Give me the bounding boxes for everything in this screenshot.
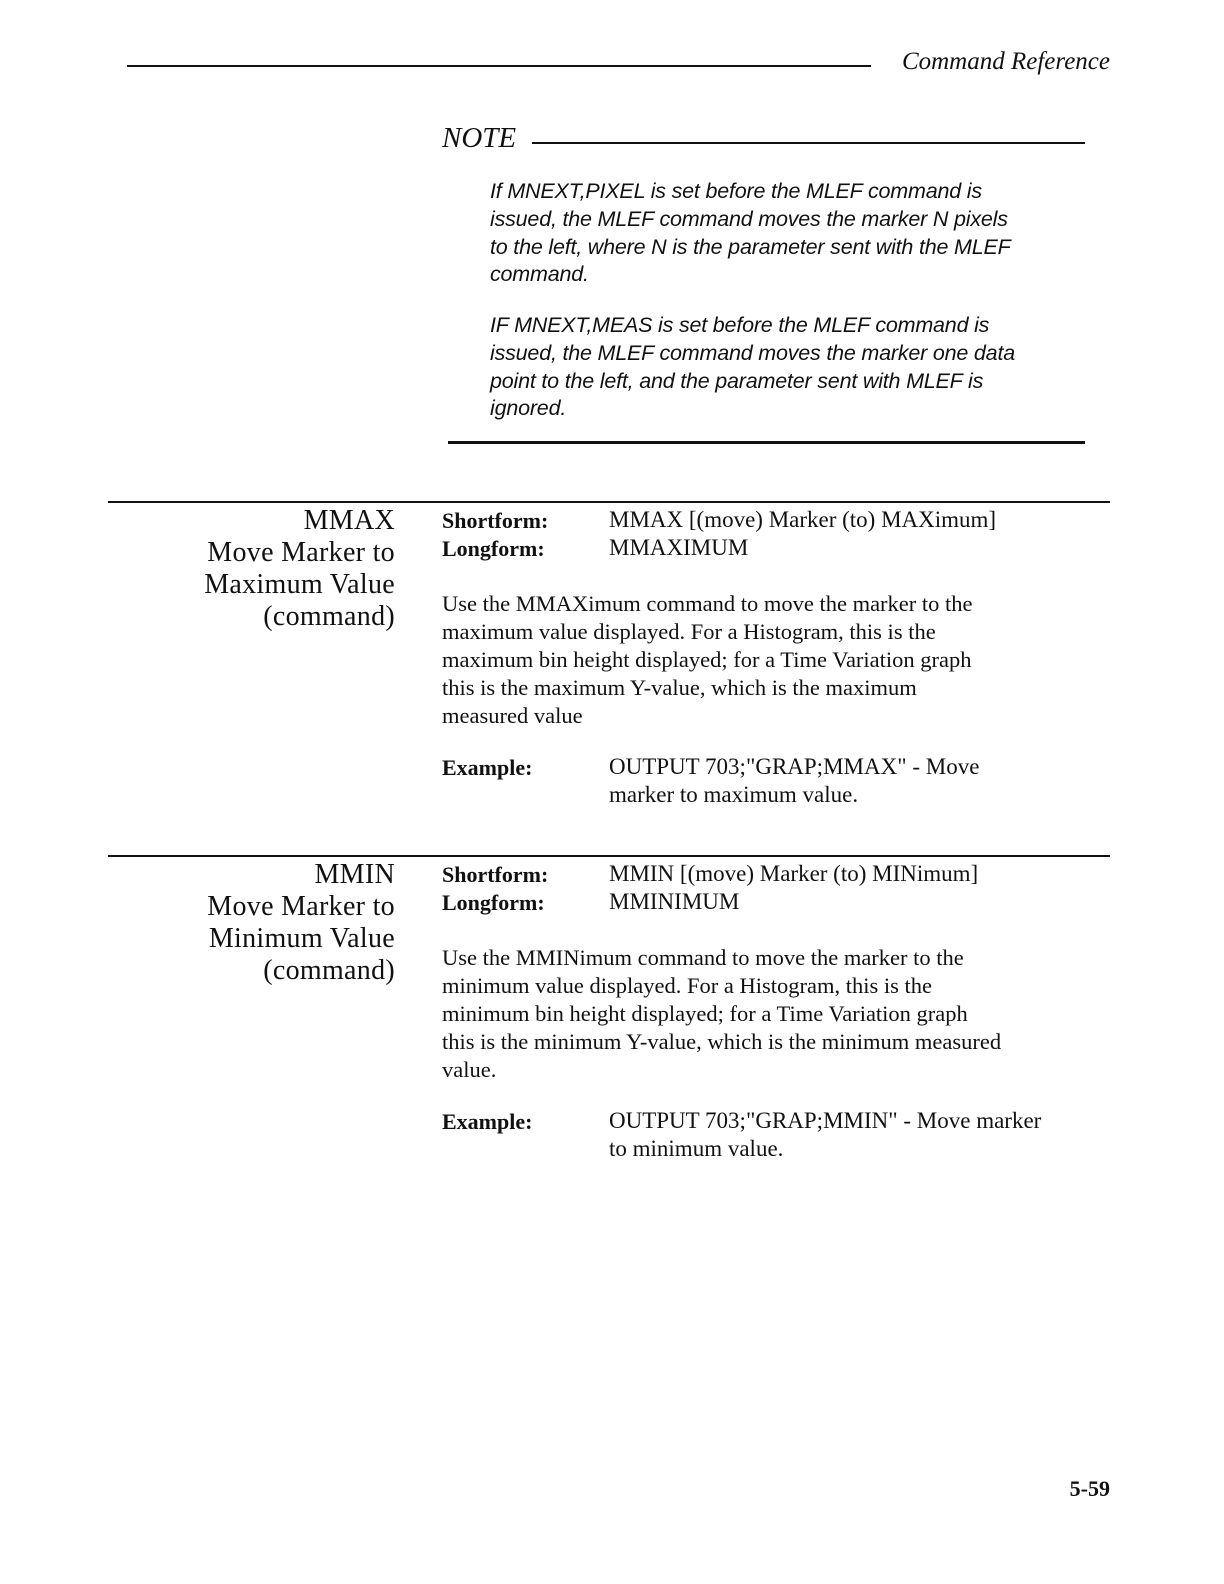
section-heading: (command) [263, 955, 395, 986]
body-line: Use the MMINimum command to move the marker to the [442, 945, 964, 970]
body-line: maximum value displayed. For a Histogram, this is the [442, 619, 936, 644]
longform-label: Longform: [442, 890, 545, 915]
header-rule [127, 65, 871, 67]
body-line: minimum bin height displayed; for a Time Variation graph [442, 1001, 968, 1026]
body-line: measured value [442, 703, 583, 728]
note-bottom-rule [448, 441, 1085, 444]
example-text: marker to maximum value. [609, 782, 859, 807]
body-line: Use the MMAXimum command to move the marker to the [442, 591, 973, 616]
example-label: Example: [442, 1109, 533, 1134]
section-heading: MMIN [314, 859, 395, 890]
shortform-value: MMAX [(move) Marker (to) MAXimum] [609, 507, 997, 532]
example-text: OUTPUT 703;"GRAP;MMIN" - Move marker [609, 1108, 1042, 1133]
section-rule [108, 501, 1110, 503]
body-line: this is the minimum Y-value, which is the minimum measured [442, 1029, 1002, 1054]
note-title: NOTE [442, 122, 517, 154]
note-line: point to the left, and the parameter sent with MLEF is [490, 369, 984, 393]
longform-value: MMINIMUM [609, 889, 740, 914]
longform-label: Longform: [442, 536, 545, 561]
note-line: IF MNEXT,MEAS is set before the MLEF command is [490, 313, 990, 337]
section-heading: Move Marker to [207, 537, 395, 568]
section-heading: Maximum Value [204, 569, 395, 600]
note-line: If MNEXT,PIXEL is set before the MLEF command is [490, 179, 982, 203]
shortform-label: Shortform: [442, 508, 549, 533]
section-rule [108, 855, 1110, 857]
note-line: issued, the MLEF command moves the marker one data [490, 341, 1015, 365]
note-line: ignored. [490, 396, 567, 420]
example-text: OUTPUT 703;"GRAP;MMAX" - Move [609, 754, 980, 779]
note-title-rule [532, 142, 1085, 144]
running-header: Command Reference [901, 48, 1110, 75]
body-line: value. [442, 1057, 497, 1082]
page-number: 5-59 [1069, 1476, 1110, 1501]
note-line: command. [490, 262, 589, 286]
body-line: minimum value displayed. For a Histogram, this is the [442, 973, 932, 998]
section-heading: Minimum Value [208, 923, 395, 954]
section-heading: Move Marker to [207, 891, 395, 922]
note-line: to the left, where N is the parameter sent with the MLEF [490, 235, 1011, 259]
body-line: this is the maximum Y-value, which is the maximum [442, 675, 917, 700]
note-line: issued, the MLEF command moves the marker N pixels [490, 207, 1008, 231]
section-heading: MMAX [303, 505, 395, 536]
shortform-label: Shortform: [442, 862, 549, 887]
example-label: Example: [442, 755, 533, 780]
shortform-value: MMIN [(move) Marker (to) MINimum] [609, 861, 979, 886]
body-line: maximum bin height displayed; for a Time Variation graph [442, 647, 972, 672]
example-text: to minimum value. [609, 1136, 784, 1161]
longform-value: MMAXIMUM [609, 535, 749, 560]
section-heading: (command) [263, 601, 395, 632]
